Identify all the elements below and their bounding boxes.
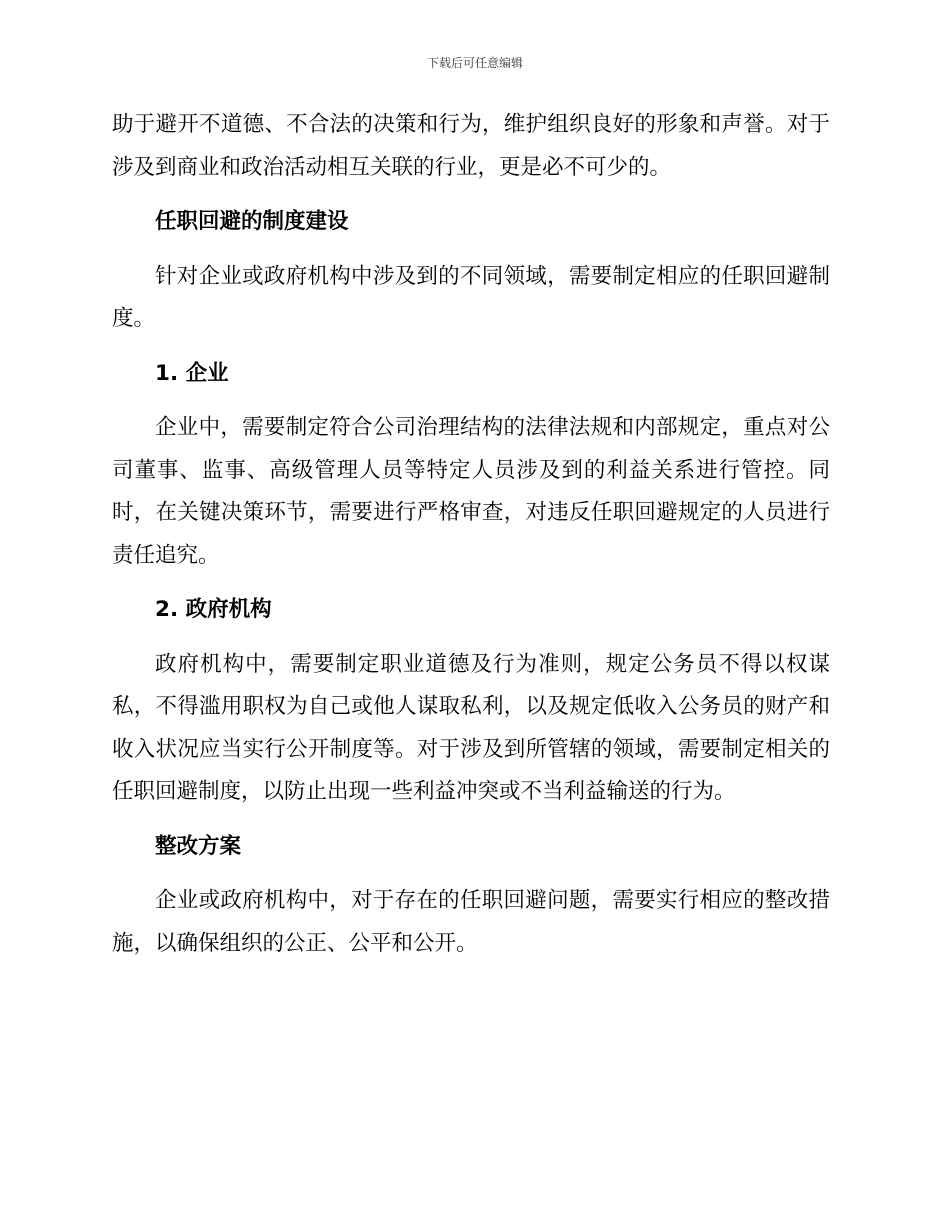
section-heading-rectification: 整改方案 bbox=[155, 833, 242, 859]
section-heading-enterprise: 1. 企业 bbox=[155, 360, 229, 386]
section-heading-system-building: 任职回避的制度建设 bbox=[155, 209, 349, 234]
section-heading-government: 2. 政府机构 bbox=[155, 597, 272, 622]
paragraph-government: 政府机构中，需要制定职业道德及行为准则，规定公务员不得以权谋私，不得滥用职权为自己或他人谋取私利，以及规定低收入公务员的财产和收入状况应当实行公开制度等。对于涉及到所管辖的领域，需要制定相关的任职回避制度，以防止出现一些利益冲突或不当利益输送的行为。 bbox=[112, 651, 830, 804]
document-body bbox=[112, 104, 830, 965]
paragraph-rectification: 企业或政府机构中，对于存在的任职回避问题，需要实行相应的整改措施，以确保组织的公正、公平和公开。 bbox=[112, 888, 830, 956]
paragraph-system-building: 针对企业或政府机构中涉及到的不同领域，需要制定相应的任职回避制度。 bbox=[112, 263, 830, 331]
paragraph-intro-continuation: 助于避开不道德、不合法的决策和行为，维护组织良好的形象和声誉。对于涉及到商业和政治活动相互关联的行业，更是必不可少的。 bbox=[112, 112, 830, 180]
paragraph-enterprise: 企业中，需要制定符合公司治理结构的法律法规和内部规定，重点对公司董事、监事、高级管理人员等特定人员涉及到的利益关系进行管控。同时，在关键决策环节，需要进行严格审查，对违反任职回避规定的人员进行责任追究。 bbox=[112, 415, 830, 568]
page-header: 下载后可任意编辑 bbox=[426, 56, 523, 70]
